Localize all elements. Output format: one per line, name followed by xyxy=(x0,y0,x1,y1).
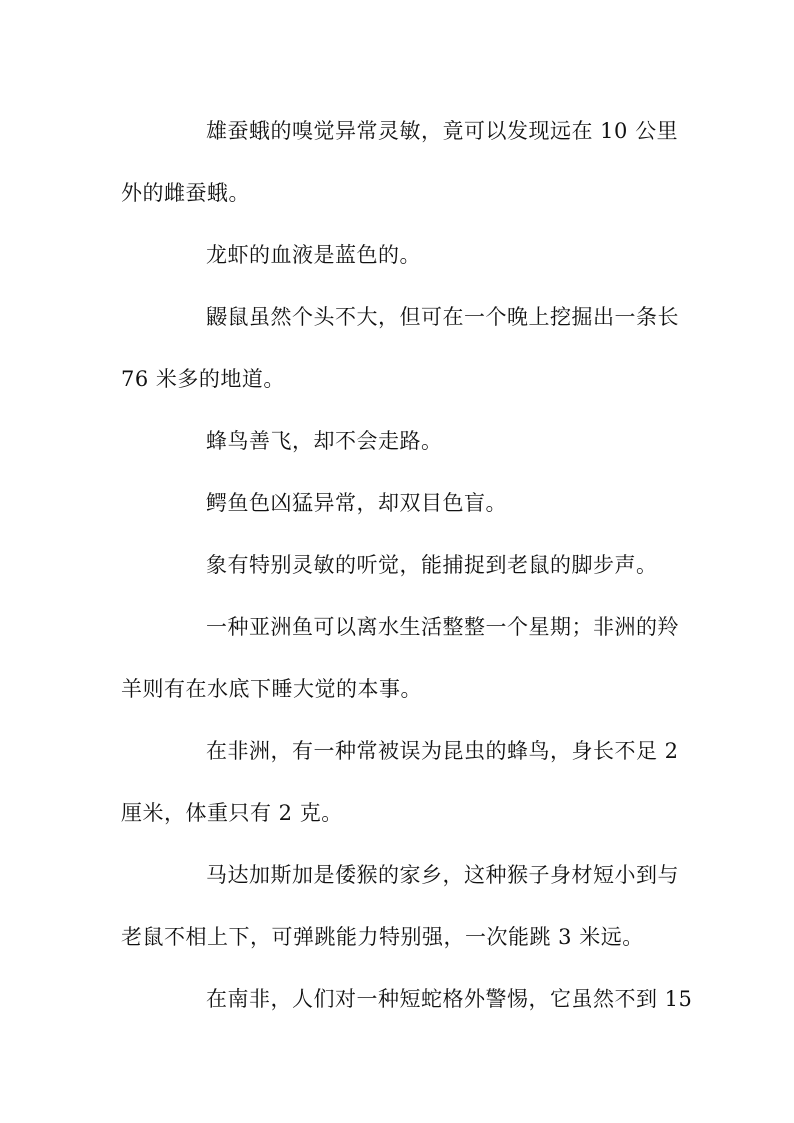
paragraph-line: 鼹鼠虽然个头不大，但可在一个晚上挖掘出一条长 xyxy=(206,305,679,329)
paragraph-line: 外的雌蚕蛾。 xyxy=(121,181,250,205)
paragraph-line: 老鼠不相上下，可弹跳能力特别强，一次能跳 3 米远。 xyxy=(121,925,644,949)
paragraph-line: 龙虾的血液是蓝色的。 xyxy=(206,243,421,267)
paragraph-line: 在南非，人们对一种短蛇格外警惕，它虽然不到 15 xyxy=(206,987,693,1011)
paragraph-line: 厘米，体重只有 2 克。 xyxy=(121,801,343,825)
paragraph-line: 鳄鱼色凶猛异常，却双目色盲。 xyxy=(206,491,507,515)
paragraph-line: 一种亚洲鱼可以离水生活整整一个星期；非洲的羚 xyxy=(206,615,679,639)
paragraph-line: 羊则有在水底下睡大觉的本事。 xyxy=(121,677,422,701)
paragraph-line: 76 米多的地道。 xyxy=(121,367,285,391)
paragraph-line: 象有特别灵敏的听觉，能捕捉到老鼠的脚步声。 xyxy=(206,553,658,577)
paragraph-line: 在非洲，有一种常被误为昆虫的蜂鸟，身长不足 2 xyxy=(206,739,679,763)
paragraph-line: 马达加斯加是倭猴的家乡，这种猴子身材短小到与 xyxy=(206,863,679,887)
paragraph-line: 蜂鸟善飞，却不会走路。 xyxy=(206,429,443,453)
paragraph-line: 雄蚕蛾的嗅觉异常灵敏，竟可以发现远在 10 公里 xyxy=(206,119,679,143)
